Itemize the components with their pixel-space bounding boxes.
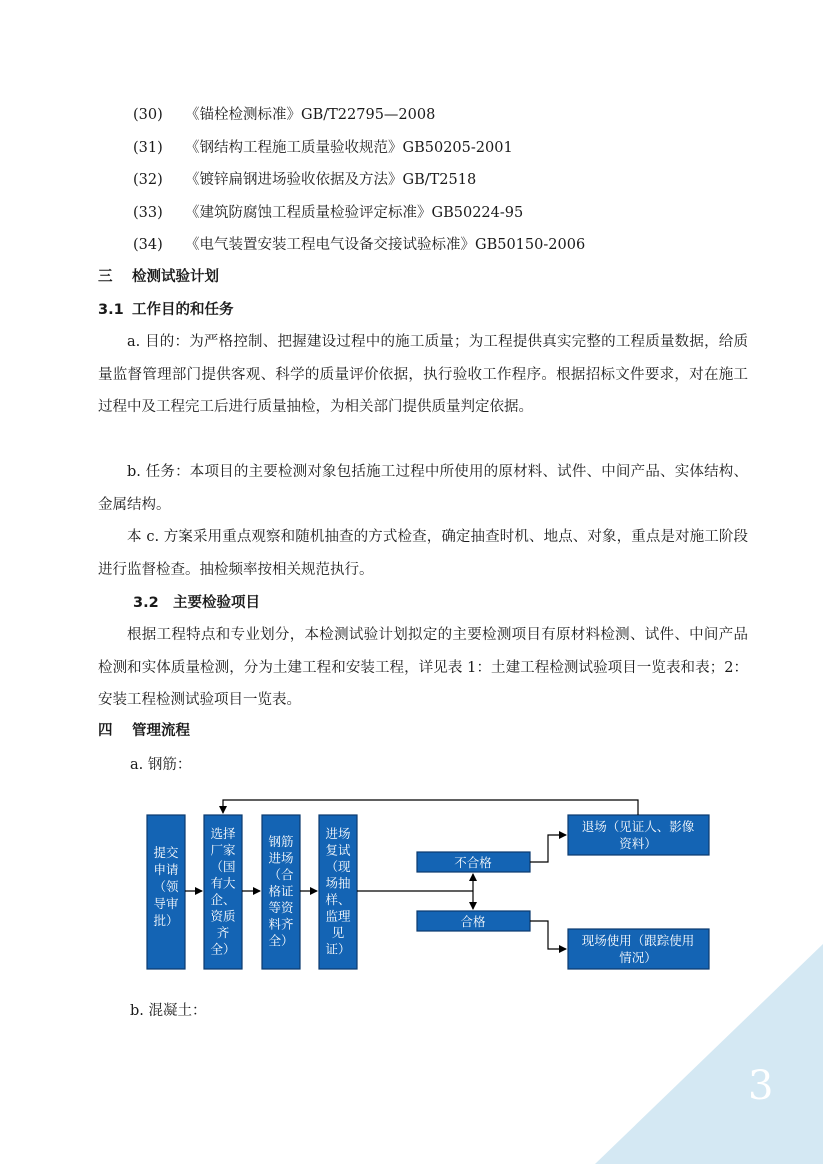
flow-text-line: 情况） — [619, 950, 657, 965]
select-manufacturer-box — [204, 815, 242, 969]
flow-text-line: 格证 — [268, 883, 294, 899]
reference-number: (32) — [133, 172, 163, 188]
flow-text-line: 复试 — [325, 842, 351, 858]
section-4-title: 管理流程 — [132, 723, 190, 739]
flow-text-line: 钢筋 — [268, 834, 294, 849]
section-3-title: 检测试验计划 — [132, 269, 219, 285]
task-paragraph: b. 任务：本项目的主要检测对象包括施工过程中所使用的原材料、试件、中间产品、实体结构、金属结构。 — [98, 464, 748, 513]
flow-text-line: 进场 — [268, 850, 294, 866]
flow-text-line: 进场 — [325, 826, 351, 841]
exit-box — [568, 815, 709, 855]
fail-box-text — [454, 855, 492, 870]
reference-number: (30) — [133, 107, 163, 123]
flow-text-line: 企、 — [210, 892, 236, 907]
flow-text-line: 证） — [325, 941, 351, 957]
inspection-items-paragraph: 根据工程特点和专业划分，本检测试验计划拟定的主要检测项目有原材料检测、试件、中间产品检测和实体质量检测，分为土建工程和安装工程，详见表 1：土建工程检测试验项目一览表和表；2：安装工程检测试验项目一览表。 — [98, 627, 748, 708]
section-3-2-title: 主要检验项目 — [173, 595, 260, 611]
section-3-2-number: 3.2 — [133, 595, 159, 611]
steel-entry-box — [262, 815, 300, 969]
flow-text-line: 厂家 — [210, 842, 236, 858]
flow-text-line: 提交 — [153, 845, 179, 860]
flow-text-line: 全） — [268, 933, 294, 948]
flow-text-line: 合格 — [460, 914, 486, 929]
reference-number: (33) — [133, 205, 163, 221]
method-paragraph: 本 c. 方案采用重点观察和随机抽查的方式检查，确定抽查时机、地点、对象，重点是对施工阶段进行监督检查。抽检频率按相关规范执行。 — [98, 529, 748, 578]
retest-box — [319, 815, 357, 969]
section-3-1-title: 工作目的和任务 — [132, 302, 234, 318]
arrow-fail-to-exit — [530, 835, 566, 862]
flow-text-line: （国 — [210, 859, 236, 874]
purpose-paragraph: a. 目的：为严格控制、把握建设过程中的施工质量；为工程提供真实完整的工程质量数据，给质量监督管理部门提供客观、科学的质量评价依据，执行验收工作程序。根据招标文件要求，对在施工过程中及工程完工后进行质量抽检，为相关部门提供质量判定依据。 — [98, 334, 748, 415]
section-3-number: 三 — [98, 269, 113, 285]
corner-decoration — [595, 944, 823, 1164]
flow-text-line: 监理 — [325, 908, 351, 924]
item-b-label: b. 混凝土： — [130, 1003, 207, 1019]
reference-text: 《电气装置安装工程电气设备交接试验标准》GB50150-2006 — [185, 237, 586, 253]
pass-box — [417, 911, 530, 931]
flow-text-line: 齐 — [216, 925, 230, 940]
flow-text-line: 申请 — [153, 862, 179, 877]
reference-text: 《锚栓检测标准》GB/T22795—2008 — [185, 107, 436, 123]
flow-text-line: 资质 — [210, 908, 236, 924]
submit-box-text — [153, 845, 179, 928]
reference-number: (31) — [133, 140, 163, 156]
reference-text: 《镀锌扁钢进场验收依据及方法》GB/T2518 — [185, 172, 477, 188]
arrow-pass-to-use — [530, 921, 566, 949]
flow-text-line: 见 — [331, 925, 345, 940]
reference-number: (34) — [133, 237, 163, 253]
flow-text-line: （现 — [325, 859, 351, 874]
flow-text-line: 等资 — [268, 900, 294, 915]
flow-text-line: （合 — [268, 867, 294, 882]
flow-text-line: 现场使用（跟踪使用 — [581, 933, 695, 948]
item-a-label: a. 钢筋： — [130, 757, 192, 773]
flow-text-line: 全） — [210, 941, 236, 957]
section-4-number: 四 — [98, 723, 113, 739]
page-number: 3 — [748, 1063, 774, 1109]
reference-text: 《建筑防腐蚀工程质量检验评定标准》GB50224-95 — [185, 205, 524, 221]
pass-box-text — [460, 914, 486, 929]
flow-text-line: （领 — [153, 879, 179, 894]
submit-box — [147, 815, 185, 969]
reference-text: 《钢结构工程施工质量验收规范》GB50205-2001 — [185, 140, 513, 156]
flow-text-line: 场抽 — [325, 875, 351, 891]
flow-text-line: 退场（见证人、影像 — [581, 819, 695, 834]
flow-text-line: 批） — [153, 913, 179, 928]
flow-text-line: 料齐 — [268, 916, 294, 932]
steel-box-text — [268, 834, 294, 948]
flow-text-line: 样、 — [325, 892, 351, 907]
arrow-exit-back-to-select — [223, 800, 638, 815]
flow-text-line: 有大 — [210, 875, 236, 891]
flow-text-line: 导审 — [153, 896, 179, 911]
fail-box — [417, 852, 530, 872]
flow-text-line: 不合格 — [454, 855, 492, 870]
section-3-1-number: 3.1 — [98, 302, 124, 318]
flow-text-line: 选择 — [210, 826, 236, 841]
flow-text-line: 资料） — [619, 836, 657, 851]
